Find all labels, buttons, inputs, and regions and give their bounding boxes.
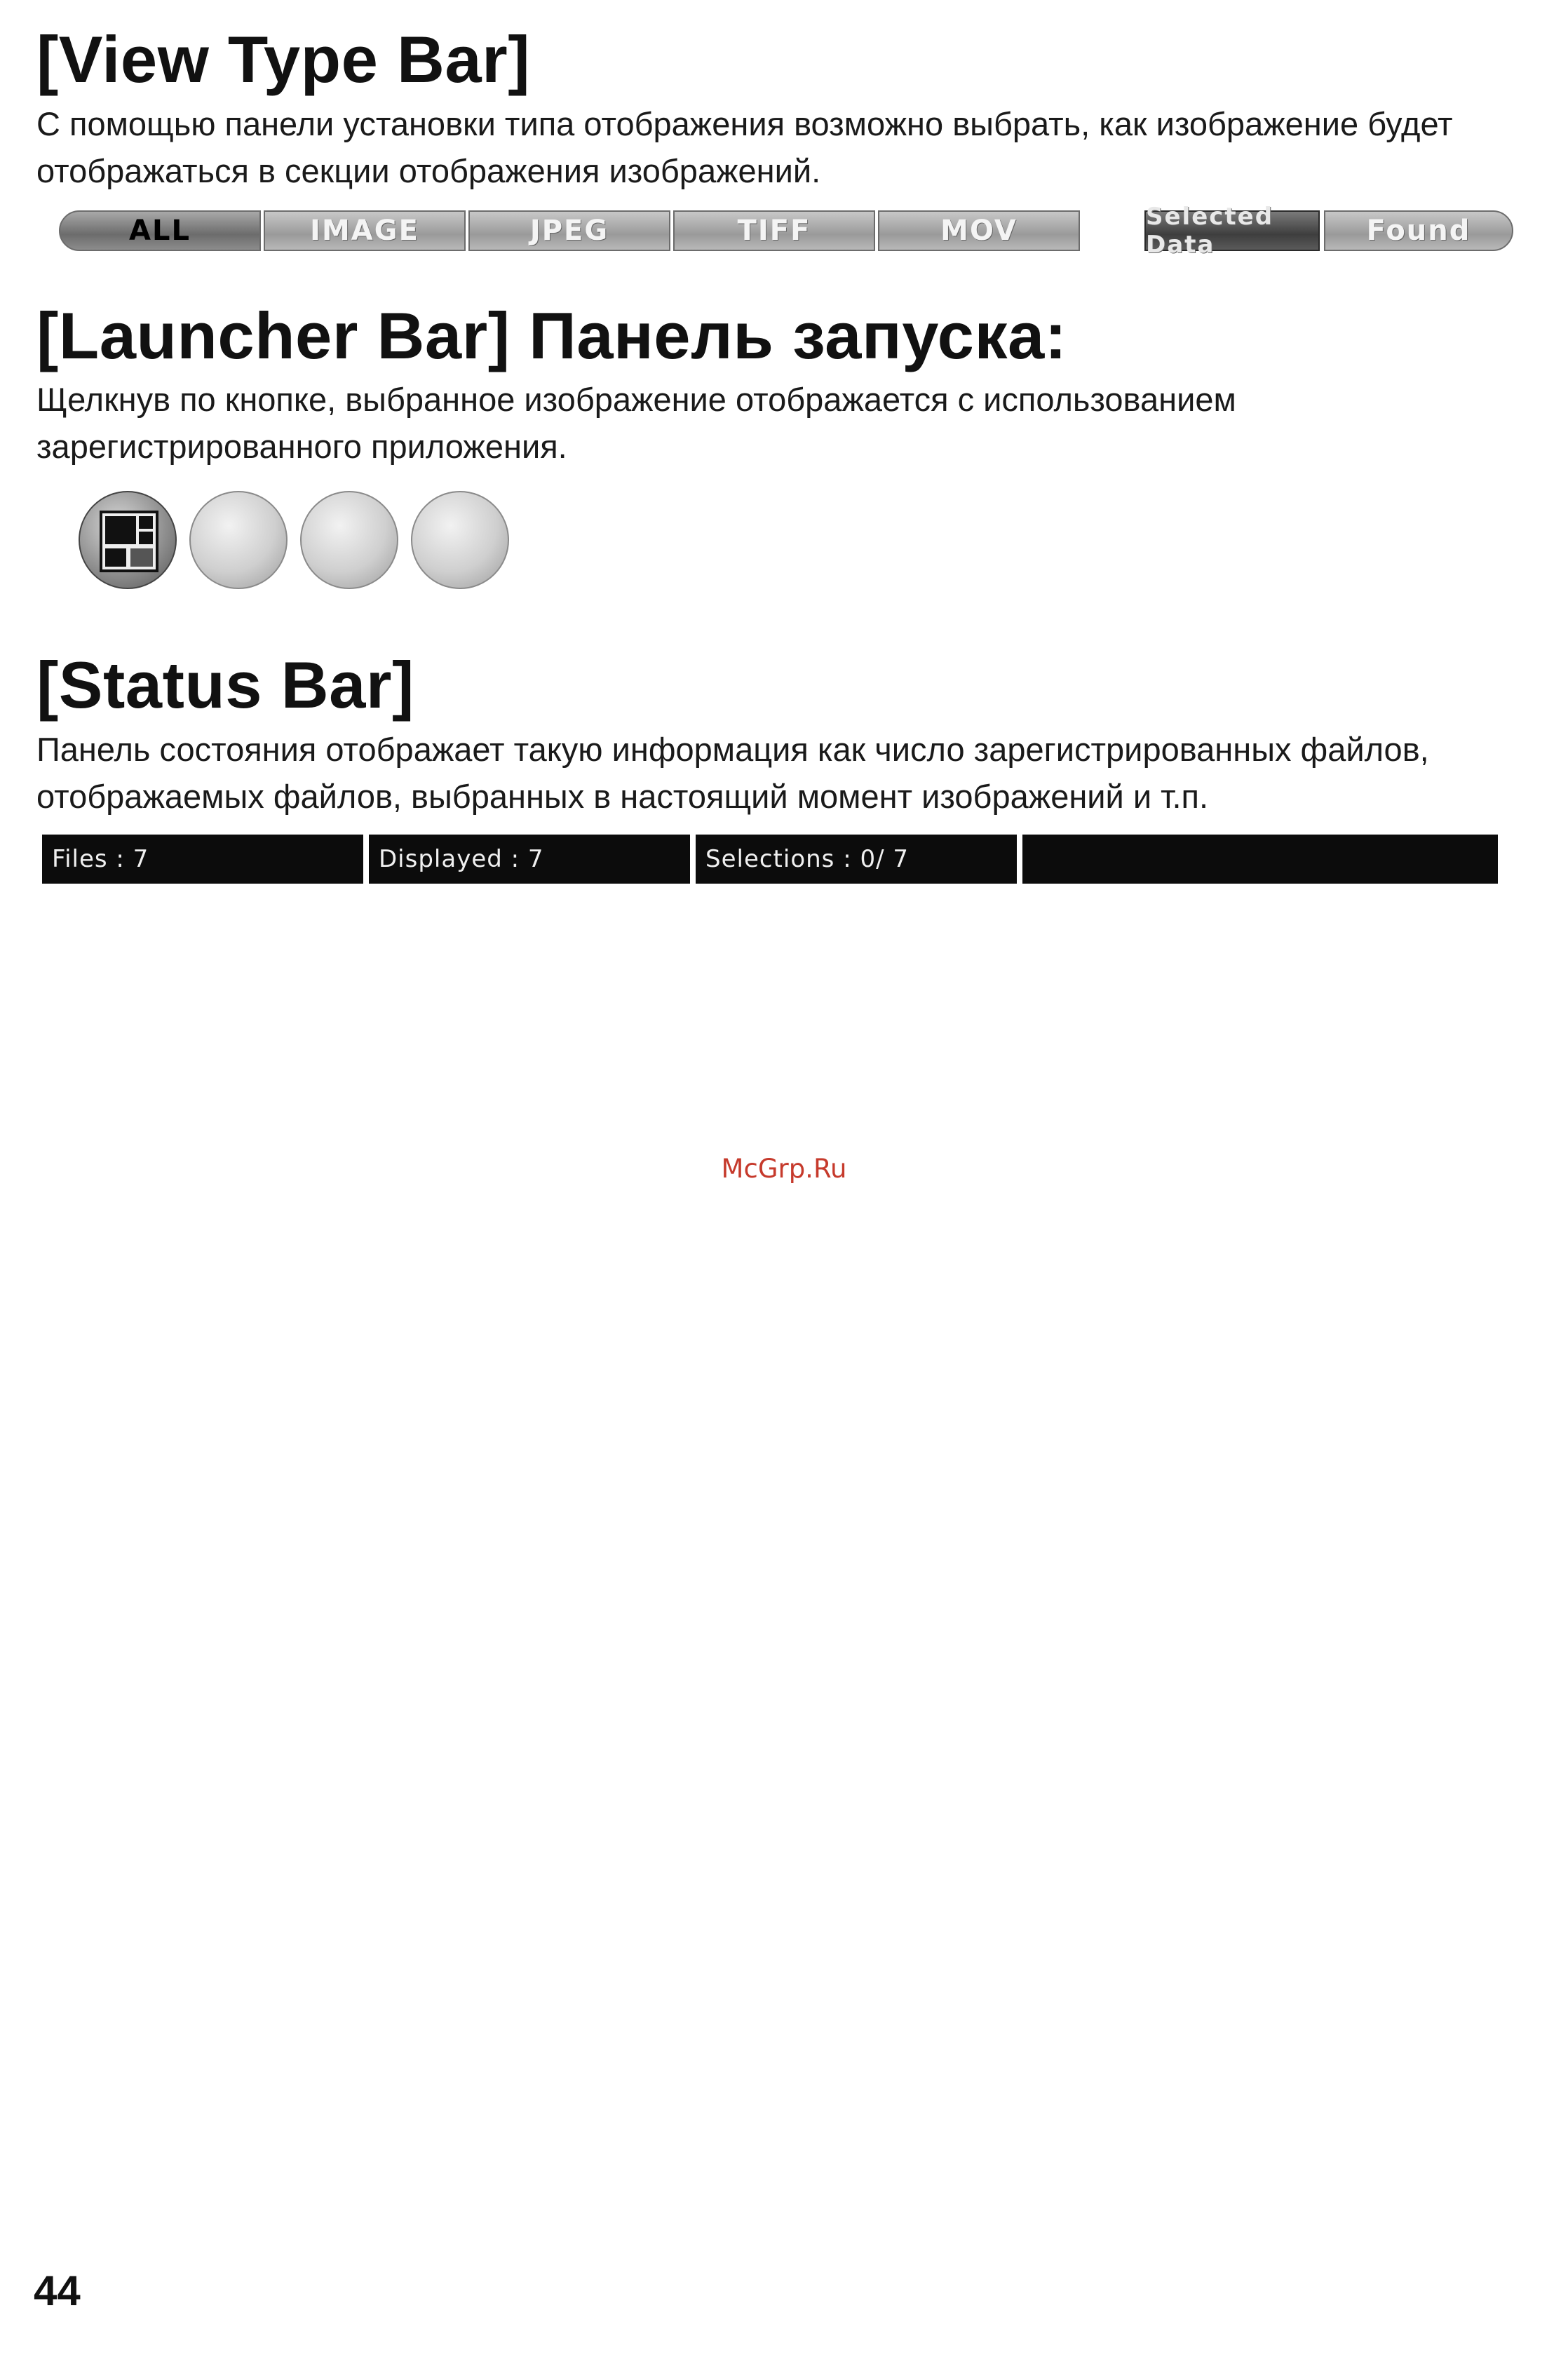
tab-selected-data[interactable]: Selected Data [1144,210,1320,251]
launcher-button-empty-2[interactable] [300,491,398,589]
tab-mov[interactable]: MOV [878,210,1080,251]
viewer-app-icon [95,508,163,575]
view-type-bar-heading: [View Type Bar] [36,22,531,96]
launcher-bar [79,491,527,589]
tab-tiff[interactable]: TIFF [673,210,875,251]
tab-found[interactable]: Found [1324,210,1513,251]
launcher-button-viewer[interactable] [79,491,177,589]
launcher-button-empty-3[interactable] [411,491,509,589]
status-displayed: Displayed : 7 [369,835,690,884]
launcher-bar-heading: [Launcher Bar] Панель запуска: [36,299,1067,372]
status-bar [42,835,1498,884]
view-type-bar-description: С помощью панели установки типа отображения возможно выбрать, как изображение будет отображаться в секции отображения изображений. [36,105,1453,189]
status-empty-cell [1022,835,1498,884]
launcher-button-empty-1[interactable] [189,491,288,589]
status-bar-description: Панель состояния отображает такую информация как число зарегистрированных файлов, отображаемых файлов, выбранных в настоящий момент изображений и т.п. [36,731,1429,815]
page-number: 44 [34,2267,81,2314]
launcher-bar-description: Щелкнув по кнопке, выбранное изображение отображается с использованием зарегистрированного приложения. [36,381,1236,465]
tab-jpeg[interactable]: JPEG [468,210,670,251]
tab-all[interactable]: ALL [59,210,261,251]
status-files: Files : 7 [42,835,363,884]
watermark: McGrp.Ru [721,1154,847,1184]
status-bar-heading: [Status Bar] [36,648,414,722]
status-selections: Selections : 0/ 7 [696,835,1017,884]
view-type-bar [59,203,1518,259]
tab-image[interactable]: IMAGE [264,210,466,251]
